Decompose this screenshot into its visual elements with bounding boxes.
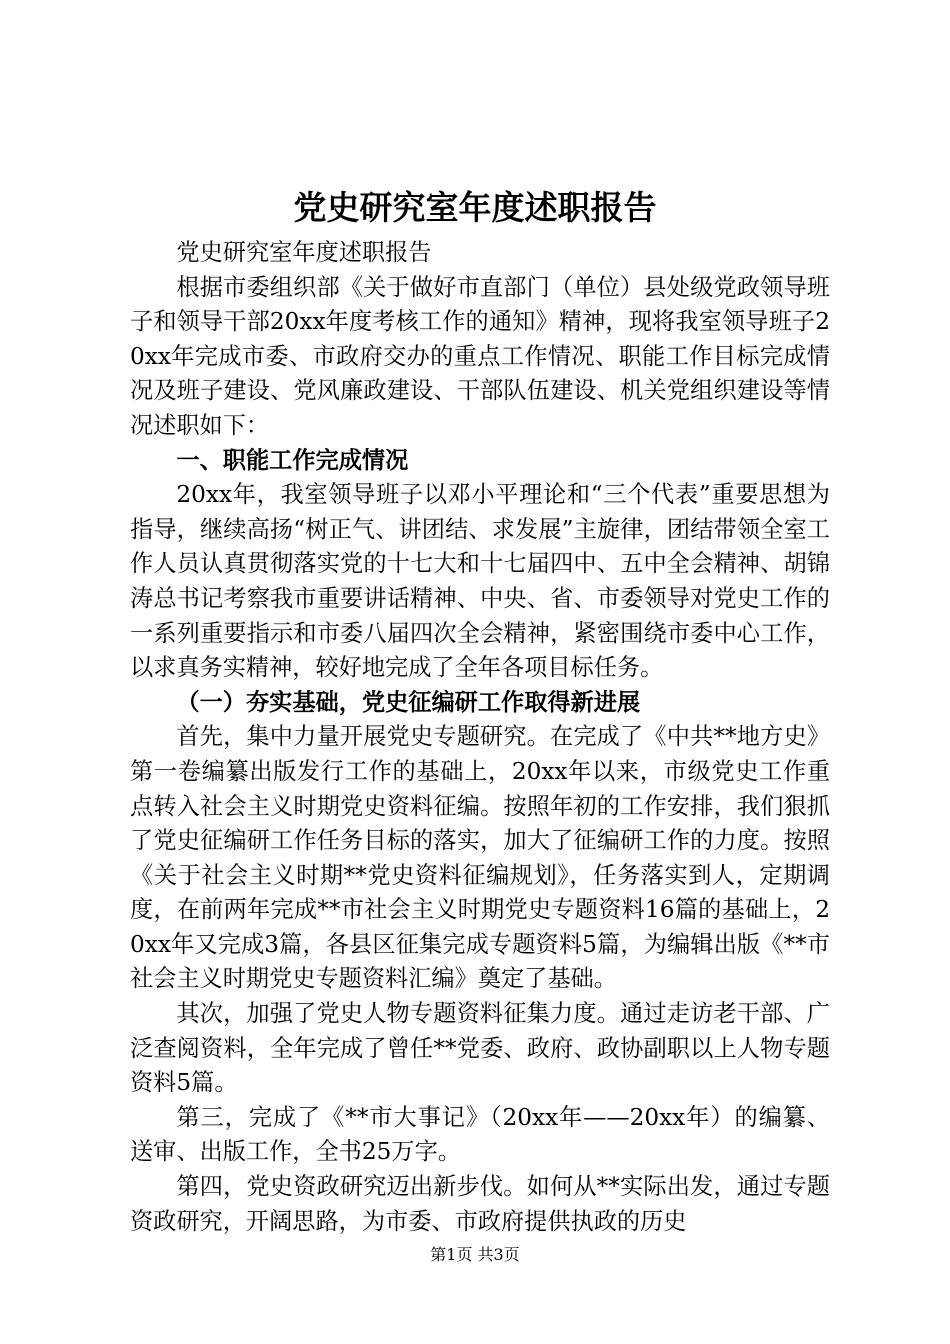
body-paragraph: 其次，加强了党史人物专题资料征集力度。通过走访老干部、广泛查阅资料，全年完成了曾任**党委、政府、政协副职以上人物专题资料5篇。 (130, 1000, 830, 1097)
section-heading: 一、职能工作完成情况 (176, 446, 409, 474)
body-paragraph: 第三，完成了《**市大事记》（20xx年——20xx年）的编纂、送审、出版工作，全书25万字。 (130, 1103, 830, 1166)
intro-paragraph: 根据市委组织部《关于做好市直部门（单位）县处级党政领导班子和领导干部20xx年度考核工作的通知》精神，现将我室领导班子20xx年完成市委、市政府交办的重点工作情况、职能工作目标完成情况及班子建设、党风廉政建设、干部队伍建设、机关党组织建设等情况述职如下： (130, 273, 830, 439)
page-number: 第1页 共3页 (430, 1245, 520, 1264)
subsection-heading: （一）夯实基础，党史征编研工作取得新进展 (176, 688, 641, 716)
document-body (130, 236, 830, 1239)
subtitle-paragraph: 党史研究室年度述职报告 (176, 239, 432, 266)
body-paragraph: 第四，党史资政研究迈出新步伐。如何从**实际出发，通过专题资政研究，开阔思路，为市委、市政府提供执政的历史 (130, 1173, 830, 1235)
section-paragraph: 20xx年，我室领导班子以邓小平理论和“三个代表”重要思想为指导，继续高扬“树正气、讲团结、求发展”主旋律，团结带领全室工作人员认真贯彻落实党的十七大和十七届四中、五中全会精神、胡锦涛总书记考察我市重要讲话精神、中央、省、市委领导对党史工作的一系列重要指示和市委八届四次全会精神，紧密围绕市委中心工作，以求真务实精神，较好地完成了全年各项目标任务。 (130, 481, 830, 682)
body-paragraph: 首先，集中力量开展党史专题研究。在完成了《中共**地方史》第一卷编纂出版发行工作的基础上，20xx年以来，市级党史工作重点转入社会主义时期党史资料征编。按照年初的工作安排，我们狠抓了党史征编研工作任务目标的落实，加大了征编研工作的力度。按照《关于社会主义时期**党史资料征编规划》，任务落实到人，定期调度，在前两年完成**市社会主义时期党史专题资料16篇的基础上，20xx年又完成3篇，各县区征集完成专题资料5篇，为编辑出版《**市社会主义时期党史专题资料汇编》奠定了基础。 (130, 723, 830, 993)
document-title: 党史研究室年度述职报告 (293, 188, 657, 227)
